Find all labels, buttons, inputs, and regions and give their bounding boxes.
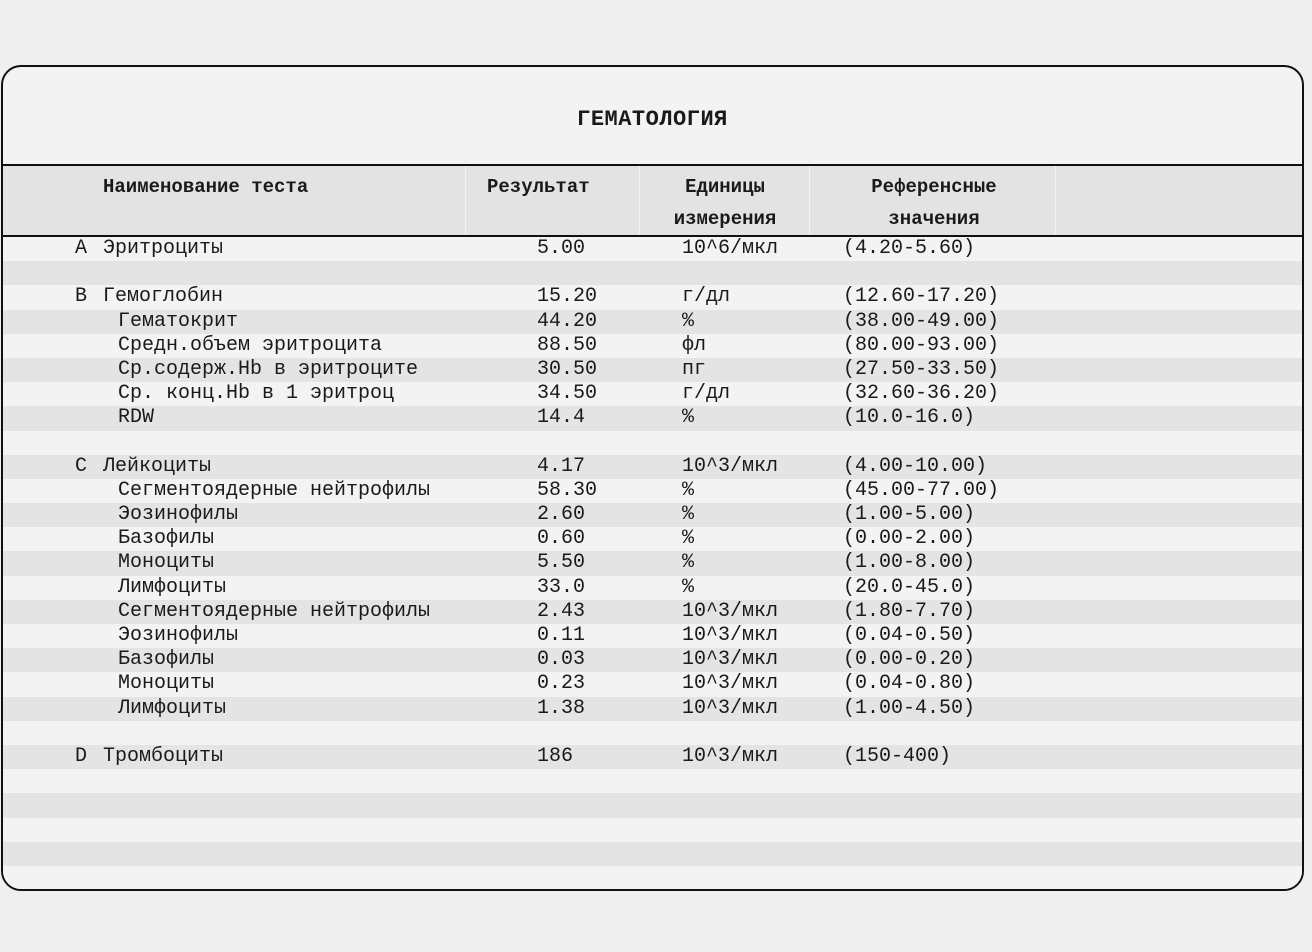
row-test-name: Средн.объем эритроцита xyxy=(118,333,383,357)
row-test-name: Эритроциты xyxy=(103,237,224,260)
row-unit: % xyxy=(682,551,695,575)
row-reference: (20.0-45.0) xyxy=(843,575,976,599)
table-row xyxy=(3,600,1302,624)
row-unit: % xyxy=(682,309,695,333)
hematology-report-panel xyxy=(1,65,1304,891)
table-row xyxy=(3,237,1302,261)
table-row xyxy=(3,866,1302,890)
row-reference: (32.60-36.20) xyxy=(843,382,1000,406)
table-row xyxy=(3,334,1302,358)
table-row xyxy=(3,551,1302,575)
row-section-letter: D xyxy=(75,744,88,768)
header-units xyxy=(657,171,793,235)
header-separator xyxy=(465,166,466,235)
report-title: ГЕМАТОЛОГИЯ xyxy=(3,67,1302,166)
table-row xyxy=(3,624,1302,648)
table-row xyxy=(3,261,1302,285)
row-section-letter: C xyxy=(75,454,88,478)
table-header xyxy=(3,166,1302,237)
row-unit: % xyxy=(682,527,695,551)
row-result: 0.11 xyxy=(537,624,586,647)
row-reference: (27.50-33.50) xyxy=(843,357,1000,381)
row-unit: % xyxy=(682,503,695,527)
row-unit: пг xyxy=(682,357,707,381)
table-row xyxy=(3,527,1302,551)
row-result: 34.50 xyxy=(537,382,598,406)
table-row xyxy=(3,648,1302,672)
results-table-body xyxy=(3,237,1302,890)
row-result: 15.20 xyxy=(537,285,598,309)
header-units-line1: Единицы xyxy=(685,176,765,198)
row-reference: (45.00-77.00) xyxy=(843,478,1000,502)
header-test-name-label: Наименование теста xyxy=(103,176,309,198)
row-unit: % xyxy=(682,575,695,599)
row-section-letter: A xyxy=(75,237,88,260)
row-result: 14.4 xyxy=(537,406,586,430)
row-unit: фл xyxy=(682,333,707,357)
header-reference xyxy=(849,171,1019,235)
table-row xyxy=(3,745,1302,769)
row-result: 58.30 xyxy=(537,478,598,502)
table-row xyxy=(3,406,1302,430)
header-reference-line1: Референсные xyxy=(871,176,997,198)
row-reference: (12.60-17.20) xyxy=(843,285,1000,309)
table-row xyxy=(3,479,1302,503)
row-result: 5.00 xyxy=(537,237,586,260)
row-test-name: Лейкоциты xyxy=(103,454,212,478)
row-unit: 10^3/мкл xyxy=(682,454,779,478)
row-test-name: Тромбоциты xyxy=(103,744,224,768)
row-result: 44.20 xyxy=(537,309,598,333)
table-row xyxy=(3,382,1302,406)
row-reference: (4.20-5.60) xyxy=(843,237,976,260)
row-test-name: Эозинофилы xyxy=(118,624,239,647)
row-unit: 10^3/мкл xyxy=(682,624,779,647)
row-unit: 10^3/мкл xyxy=(682,648,779,672)
row-test-name: Лимфоциты xyxy=(118,696,227,720)
row-test-name: Сегментоядерные нейтрофилы xyxy=(118,478,431,502)
table-row xyxy=(3,672,1302,696)
row-result: 33.0 xyxy=(537,575,586,599)
row-reference: (0.04-0.80) xyxy=(843,672,976,696)
row-reference: (38.00-49.00) xyxy=(843,309,1000,333)
row-reference: (0.00-2.00) xyxy=(843,527,976,551)
table-row xyxy=(3,358,1302,382)
table-row xyxy=(3,842,1302,866)
header-separator xyxy=(639,166,640,235)
row-unit: % xyxy=(682,478,695,502)
header-separator xyxy=(809,166,810,235)
table-row xyxy=(3,310,1302,334)
row-test-name: Ср. конц.Hb в 1 эритроц xyxy=(118,382,395,406)
header-separator xyxy=(1055,166,1056,235)
row-result: 0.60 xyxy=(537,527,586,551)
row-test-name: Гематокрит xyxy=(118,309,239,333)
row-section-letter: B xyxy=(75,285,88,309)
row-unit: 10^3/мкл xyxy=(682,744,779,768)
table-row xyxy=(3,721,1302,745)
table-row xyxy=(3,697,1302,721)
row-test-name: Гемоглобин xyxy=(103,285,224,309)
row-unit: % xyxy=(682,406,695,430)
row-unit: 10^6/мкл xyxy=(682,237,779,260)
row-result: 2.60 xyxy=(537,503,586,527)
row-test-name: Моноциты xyxy=(118,551,215,575)
row-test-name: RDW xyxy=(118,406,155,430)
header-result-label: Результат xyxy=(487,176,590,198)
row-result: 88.50 xyxy=(537,333,598,357)
header-reference-line2: значения xyxy=(888,208,980,230)
row-test-name: Базофилы xyxy=(118,648,215,672)
header-result xyxy=(487,171,590,203)
table-row xyxy=(3,818,1302,842)
table-row xyxy=(3,576,1302,600)
table-row xyxy=(3,455,1302,479)
row-unit: 10^3/мкл xyxy=(682,599,779,623)
header-units-line2: измерения xyxy=(673,208,777,230)
row-result: 186 xyxy=(537,744,574,768)
table-row xyxy=(3,769,1302,793)
table-row xyxy=(3,285,1302,309)
header-test-name xyxy=(103,171,308,203)
row-unit: 10^3/мкл xyxy=(682,696,779,720)
row-reference: (1.00-5.00) xyxy=(843,503,976,527)
row-test-name: Сегментоядерные нейтрофилы xyxy=(118,599,431,623)
row-reference: (4.00-10.00) xyxy=(843,454,988,478)
row-reference: (1.00-4.50) xyxy=(843,696,976,720)
row-test-name: Эозинофилы xyxy=(118,503,239,527)
row-result: 4.17 xyxy=(537,454,586,478)
row-test-name: Лимфоциты xyxy=(118,575,227,599)
row-reference: (0.00-0.20) xyxy=(843,648,976,672)
row-result: 5.50 xyxy=(537,551,586,575)
table-row xyxy=(3,431,1302,455)
row-test-name: Ср.содерж.Hb в эритроците xyxy=(118,357,419,381)
row-result: 30.50 xyxy=(537,357,598,381)
row-result: 1.38 xyxy=(537,696,586,720)
row-result: 2.43 xyxy=(537,599,586,623)
row-result: 0.23 xyxy=(537,672,586,696)
row-unit: г/дл xyxy=(682,382,731,406)
row-unit: 10^3/мкл xyxy=(682,672,779,696)
row-reference: (0.04-0.50) xyxy=(843,624,976,647)
row-reference: (1.00-8.00) xyxy=(843,551,976,575)
row-reference: (10.0-16.0) xyxy=(843,406,976,430)
row-reference: (1.80-7.70) xyxy=(843,599,976,623)
row-test-name: Базофилы xyxy=(118,527,215,551)
row-reference: (150-400) xyxy=(843,744,952,768)
table-row xyxy=(3,793,1302,817)
row-reference: (80.00-93.00) xyxy=(843,333,1000,357)
row-unit: г/дл xyxy=(682,285,731,309)
table-row xyxy=(3,503,1302,527)
row-test-name: Моноциты xyxy=(118,672,215,696)
row-result: 0.03 xyxy=(537,648,586,672)
